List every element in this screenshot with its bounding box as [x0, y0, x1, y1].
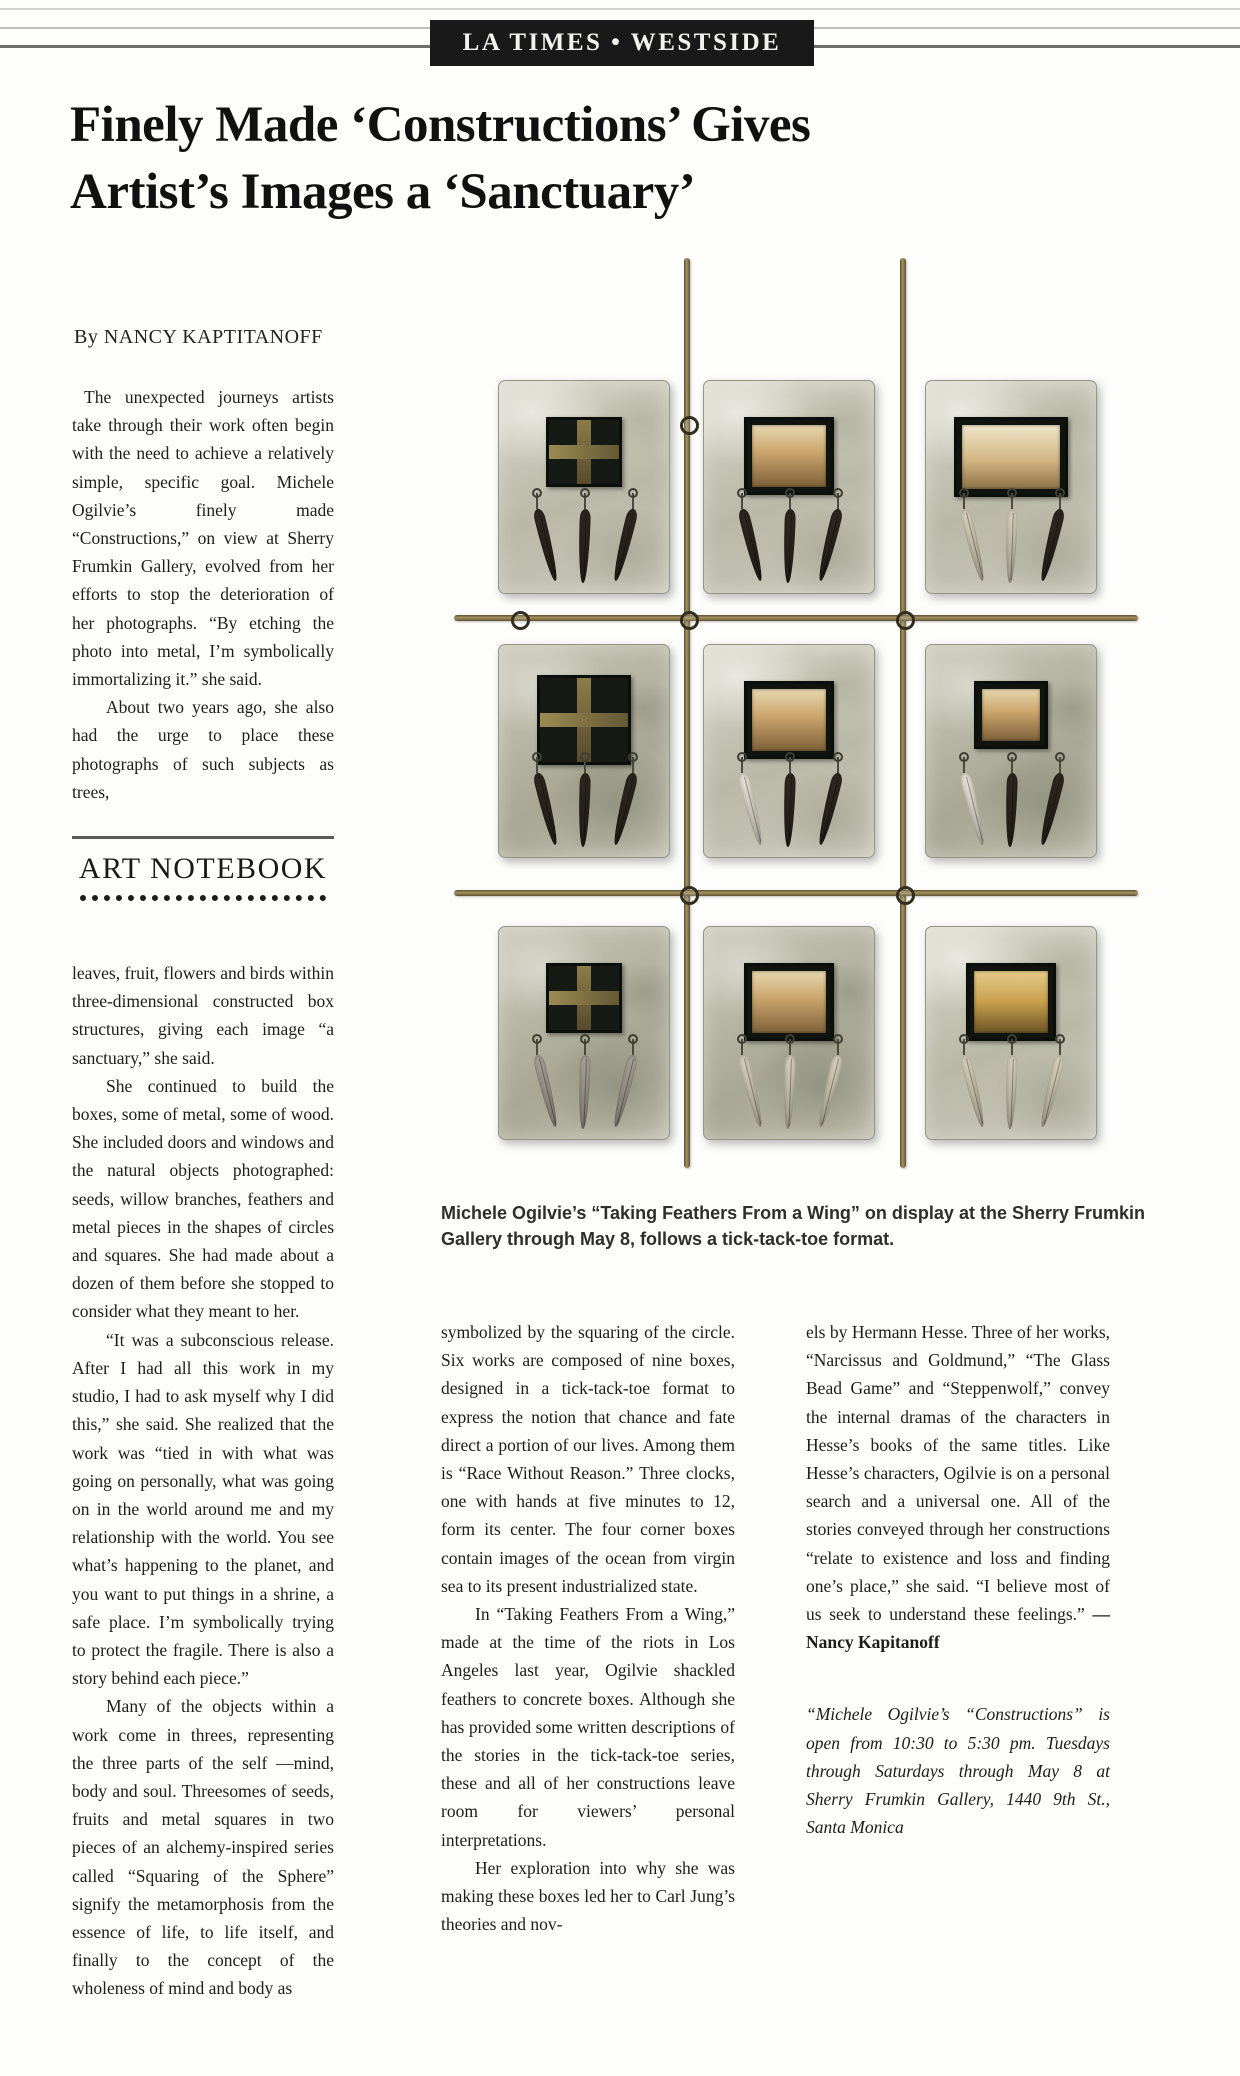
feather-wire: [789, 757, 791, 773]
article-text: els by Hermann Hesse. Three of her works, “Narcissus and Goldmund,” “The Glass Bead Game” and “Steppenwolf,” convey the internal dramas of the characters in Hesse’s books of the same titles. Like Hesse’s characters, Ogilvie is on a personal search and a universal one. All of the stories conveyed through her constructions “relate to existence and loss and finding one’s place,” she said. “I believe most of us seek to understand these feelings.”: [806, 1322, 1110, 1625]
feather-wire: [632, 757, 634, 773]
feather-wire: [1011, 1039, 1013, 1055]
article-paragraph: Her exploration into why she was making these boxes led her to Carl Jung’s theories and nov-: [441, 1857, 735, 1935]
feather-wire: [632, 1039, 634, 1055]
feather-blade: [577, 773, 591, 847]
article-paragraph: leaves, fruit, flowers and birds within three-dimensional constructed box structures, giving each image “a sanctuary,” she said.: [72, 963, 334, 1068]
top-rule-light: [0, 8, 1240, 10]
feather-wire: [963, 1039, 965, 1055]
feather: [736, 493, 748, 583]
feather-wire: [789, 493, 791, 509]
rod-connector-ring: [680, 416, 699, 435]
feather: [958, 757, 970, 847]
feather: [832, 1039, 844, 1129]
feather-wire: [963, 493, 965, 509]
column-right: [806, 1318, 1110, 1841]
feather-wire: [837, 493, 839, 509]
section-header: [72, 836, 334, 901]
cross-horizontal-bar: [549, 445, 619, 459]
artwork-box: [703, 380, 875, 594]
artwork-box: [498, 380, 670, 594]
feather: [579, 493, 591, 583]
cross-inset: [546, 963, 622, 1033]
feather: [1006, 757, 1018, 847]
etched-photograph: [752, 425, 826, 487]
article-paragraph: About two years ago, she also had the urge to place these photographs of such subjects as trees,: [72, 697, 334, 802]
feather: [958, 1039, 970, 1129]
artwork-box: [498, 926, 670, 1140]
feather-wire: [1059, 757, 1061, 773]
article-paragraph: [806, 1318, 1110, 1656]
artwork-box: [925, 926, 1097, 1140]
feather-wire: [536, 1039, 538, 1055]
feather-blade: [782, 509, 796, 583]
feather-blade: [532, 508, 561, 582]
photo-inset: [744, 417, 834, 495]
brass-rod-vertical: [684, 258, 690, 1168]
feather-blade: [610, 508, 639, 582]
article-paragraph: symbolized by the squaring of the circle. Six works are composed of nine boxes, designed in a tick-tack-toe format to express the notion that chance and fate direct a portion of our lives. Among them is “Race Without Reason.” Three clocks, one with hands at five minutes to 12, form its center. The four corner boxes contain images of the ocean from virgin sea to its present industrialized state.: [441, 1322, 735, 1596]
feather: [784, 1039, 796, 1129]
brass-rod-vertical: [900, 258, 906, 1168]
feather-blade: [532, 1054, 561, 1128]
feather: [531, 493, 543, 583]
column-middle: [441, 1318, 735, 1938]
feather-blade: [737, 1054, 766, 1128]
brass-rod-horizontal: [454, 890, 1138, 896]
feather-wire: [584, 493, 586, 509]
feather: [832, 757, 844, 847]
feather-blade: [782, 1055, 796, 1129]
feather-blade: [815, 1054, 844, 1128]
artwork-photo: [480, 250, 1140, 1190]
feather-blade: [959, 508, 988, 582]
photo-inset: [954, 417, 1068, 497]
feather-blade: [1037, 772, 1066, 846]
feather: [1006, 493, 1018, 583]
feather-blade: [577, 1055, 591, 1129]
feather: [784, 757, 796, 847]
gallery-info: “Michele Ogilvie’s “Constructions” is open from 10:30 to 5:30 pm. Tuesdays through Saturdays through May 8 at Sherry Frumkin Gallery, 1440 9th St., Santa Monica: [806, 1704, 1110, 1838]
etched-photograph: [962, 425, 1060, 489]
rod-connector-ring: [680, 611, 699, 630]
article-paragraph: Many of the objects within a work come in threes, representing the three parts of the self —mind, body and soul. Threesomes of seeds, fruits and metal squares in two pieces of an alchemy-inspired series called “Squaring of the Sphere” signify the metamorphosis from the essence of life, to life itself, and finally to the concept of the wholeness of mind and body as: [72, 1696, 334, 1999]
feather-wire: [837, 1039, 839, 1055]
cross-inset: [546, 417, 622, 487]
feather-blade: [959, 772, 988, 846]
brass-rod-horizontal: [454, 615, 1138, 621]
author-signature: —Nancy Kapitanoff: [806, 1604, 1110, 1653]
column-left: [72, 383, 334, 2003]
feather: [1054, 493, 1066, 583]
section-title: ART NOTEBOOK: [78, 852, 328, 886]
photo-inset: [966, 963, 1056, 1041]
cross-horizontal-bar: [540, 713, 628, 727]
feather-wire: [536, 493, 538, 509]
etched-photograph: [752, 689, 826, 751]
feather-blade: [1037, 1054, 1066, 1128]
feather-blade: [959, 1054, 988, 1128]
article-paragraph: The unexpected journeys artists take through their work often begin with the need to achieve a relatively simple, specific goal. Michele Ogilvie’s finely made “Constructions,” on view at Sherry Frumkin Gallery, evolved from her efforts to stop the deterioration of her photographs. “By etching the photo into metal, I’m symbolically immortalizing it.” she said.: [72, 387, 334, 690]
feather-blade: [815, 508, 844, 582]
feather-wire: [837, 757, 839, 773]
headline: [70, 92, 970, 226]
article-paragraph: She continued to build the boxes, some of metal, some of wood. She included doors and windows and the natural objects photographed: seeds, willow branches, feathers and metal pieces in the shapes of circles and squares. She had made about a dozen of them before she stopped to consider what they meant to her.: [72, 1075, 334, 1322]
article-paragraph: “It was a subconscious release. After I had all this work in my studio, I had to ask myself why I did this,” she said. She realized that the work was “tied in with what was going on personally, what was going on in the world around me and my relationship with the world. You see what’s happening to the planet, and you want to put things in a shrine, a safe place. I’m symbolically trying to protect the fragile. There is also a story behind each piece.”: [72, 1329, 334, 1689]
etched-photograph: [752, 971, 826, 1033]
feather-blade: [782, 773, 796, 847]
feather-blade: [610, 772, 639, 846]
feather: [832, 493, 844, 583]
feather-blade: [577, 509, 591, 583]
feather: [579, 1039, 591, 1129]
masthead-text: LA TIMES • WESTSIDE: [462, 29, 782, 56]
feather: [1054, 757, 1066, 847]
masthead-banner: [430, 20, 814, 66]
feather-blade: [1004, 509, 1018, 583]
feather: [736, 1039, 748, 1129]
feather-wire: [632, 493, 634, 509]
feather-blade: [815, 772, 844, 846]
feather-wire: [584, 1039, 586, 1055]
dotted-rule: [80, 893, 326, 901]
photo-inset: [744, 963, 834, 1041]
feather: [736, 757, 748, 847]
feather-wire: [741, 1039, 743, 1055]
etched-photograph: [982, 689, 1040, 741]
feather-wire: [536, 757, 538, 773]
etched-photograph: [974, 971, 1048, 1033]
cross-horizontal-bar: [549, 991, 619, 1005]
feather-wire: [741, 757, 743, 773]
feather: [531, 757, 543, 847]
feather-blade: [532, 772, 561, 846]
feather-blade: [610, 1054, 639, 1128]
rod-connector-ring: [896, 611, 915, 630]
artwork-box: [925, 380, 1097, 594]
feather-blade: [1004, 773, 1018, 847]
rod-connector-ring: [680, 886, 699, 905]
feather-blade: [1037, 508, 1066, 582]
rod-connector-ring: [896, 886, 915, 905]
feather: [1054, 1039, 1066, 1129]
feather-wire: [1059, 1039, 1061, 1055]
feather: [958, 493, 970, 583]
feather-blade: [1004, 1055, 1018, 1129]
feather: [627, 493, 639, 583]
feather: [627, 1039, 639, 1129]
feather: [1006, 1039, 1018, 1129]
headline-line2: Artist’s Images a ‘Sanctuary’: [70, 164, 696, 220]
feather-wire: [1011, 493, 1013, 509]
artwork-box: [703, 644, 875, 858]
feather: [627, 757, 639, 847]
byline: By NANCY KAPTITANOFF: [74, 326, 323, 348]
artwork-box: [498, 644, 670, 858]
feather-wire: [963, 757, 965, 773]
feather-wire: [584, 757, 586, 773]
artwork-box: [703, 926, 875, 1140]
feather-wire: [789, 1039, 791, 1055]
feather: [579, 757, 591, 847]
feather: [784, 493, 796, 583]
photo-inset: [744, 681, 834, 759]
feather: [531, 1039, 543, 1129]
artwork-box: [925, 644, 1097, 858]
headline-line1: Finely Made ‘Constructions’ Gives: [70, 97, 811, 153]
feather-wire: [741, 493, 743, 509]
photo-inset: [974, 681, 1048, 749]
feather-blade: [737, 508, 766, 582]
article-paragraph: In “Taking Feathers From a Wing,” made at the time of the riots in Los Angeles last year, Ogilvie shackled feathers to concrete boxes. Although she has provided some written descriptions of the stories in the tick-tack-toe series, these and all of her constructions leave room for viewers’ personal interpretations.: [441, 1604, 735, 1850]
photo-caption: Michele Ogilvie’s “Taking Feathers From a Wing” on display at the Sherry Frumkin Gallery through May 8, follows a tick-tack-toe format.: [441, 1203, 1145, 1249]
feather-wire: [1011, 757, 1013, 773]
feather-blade: [737, 772, 766, 846]
rod-connector-ring: [511, 611, 530, 630]
feather-wire: [1059, 493, 1061, 509]
